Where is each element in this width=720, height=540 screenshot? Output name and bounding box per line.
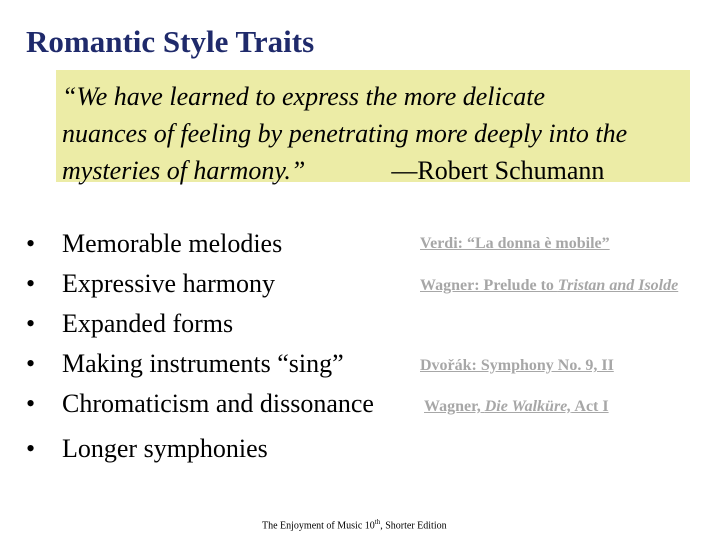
- bullet-dot: •: [26, 309, 36, 338]
- bullet-item: [26, 269, 275, 299]
- bullet-dot: •: [26, 434, 36, 463]
- bullet-text: Making instruments “sing”: [62, 349, 344, 378]
- quote-line-2: nuances of feeling by penetrating more deeply into the: [62, 119, 628, 148]
- quote-author: —Robert Schumann: [391, 156, 605, 185]
- link-wagner-tristan[interactable]: [420, 277, 678, 295]
- bullet-text: Memorable melodies: [62, 229, 283, 258]
- link-wagner-tristan-work: Tristan and Isolde: [557, 277, 679, 294]
- quote-line-1: “We have learned to express the more delicate: [62, 82, 546, 111]
- bullet-item: [26, 389, 374, 419]
- bullet-dot: •: [26, 229, 36, 258]
- link-wagner-walkure-work: Die Walküre,: [484, 398, 572, 415]
- footer-text-end: , Shorter Edition: [380, 520, 447, 532]
- bullet-text: Expressive harmony: [62, 269, 276, 298]
- slide-title: Romantic Style Traits: [26, 24, 315, 59]
- link-wagner-walkure-suffix: Act I: [571, 398, 609, 415]
- quote-line-3-text: mysteries of harmony.”: [62, 156, 306, 185]
- bullet-item: [26, 309, 233, 339]
- link-wagner-walkure-prefix: Wagner,: [424, 398, 485, 415]
- link-wagner-tristan-prefix: Wagner: Prelude to: [420, 277, 558, 294]
- bullet-item: [26, 229, 282, 259]
- footer-text: The Enjoyment of Music 10: [262, 520, 375, 532]
- bullet-text: Expanded forms: [62, 309, 234, 338]
- bullet-dot: •: [26, 389, 36, 418]
- footer-citation: [262, 518, 447, 531]
- bullet-dot: •: [26, 349, 36, 378]
- bullet-item: [26, 349, 344, 379]
- link-dvorak-symphony[interactable]: Dvořák: Symphony No. 9, II: [420, 357, 614, 374]
- quote-line-3: [62, 152, 690, 189]
- footer-superscript: th: [374, 518, 381, 526]
- bullet-dot: •: [26, 269, 36, 298]
- bullet-item: [26, 434, 268, 464]
- bullet-text: Longer symphonies: [62, 434, 268, 463]
- bullet-text: Chromaticism and dissonance: [62, 389, 374, 418]
- link-wagner-walkure[interactable]: [424, 398, 609, 416]
- link-verdi-la-donna[interactable]: Verdi: “La donna è mobile”: [420, 235, 610, 252]
- quote-box: [56, 70, 690, 185]
